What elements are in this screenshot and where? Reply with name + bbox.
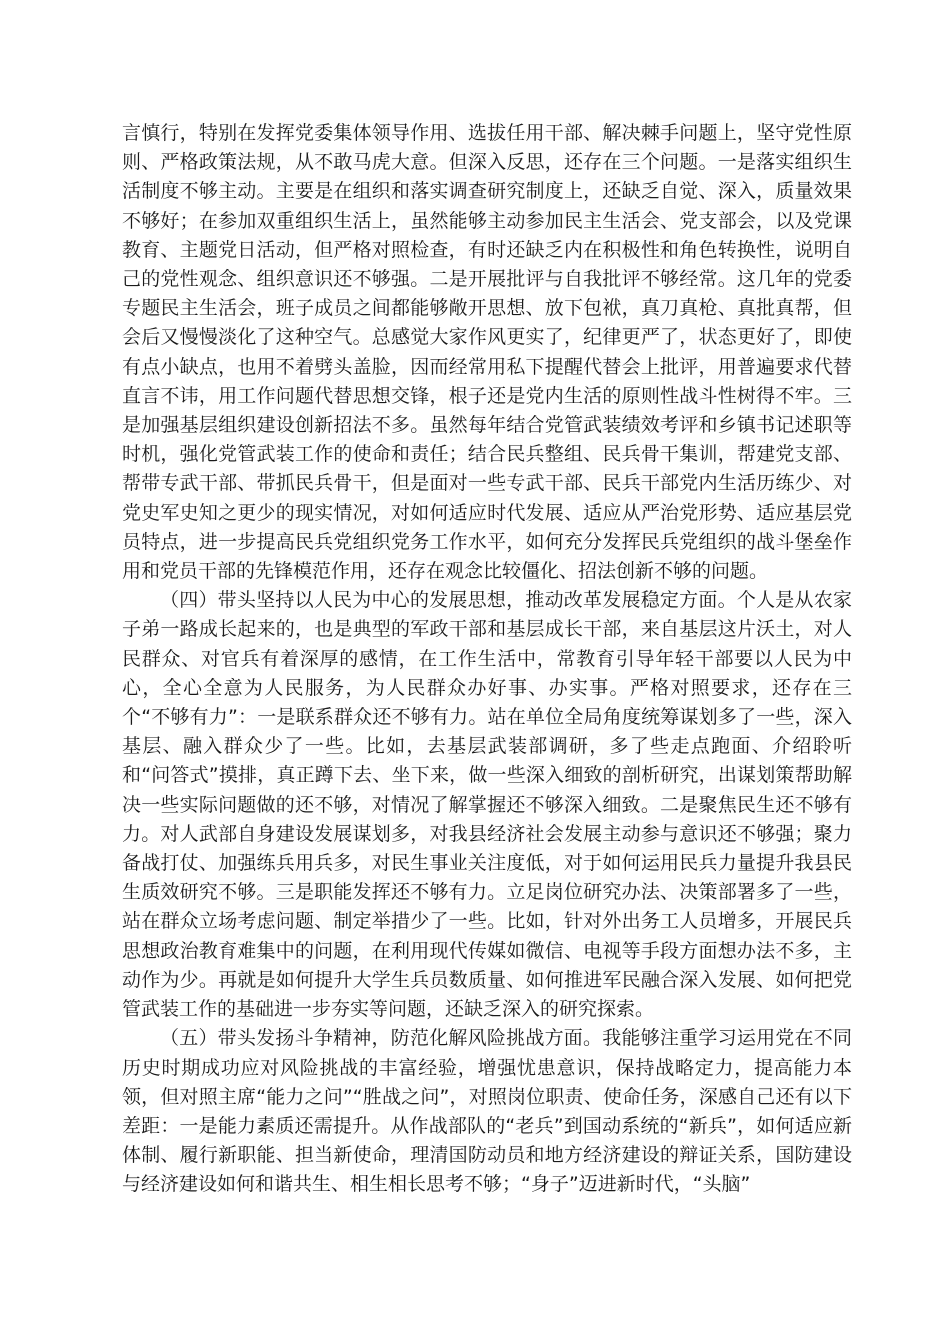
paragraph-section-four: （四）带头坚持以人民为中心的发展思想，推动改革发展稳定方面。个人是从农家子弟一路成长起来的，也是典型的军政干部和基层成长干部，来自基层这片沃土，对人民群众、对官兵有着深厚的感情，在工作生活中，常教育引导年轻干部要以人民为中心，全心全意为人民服务，为人民群众办好事、办实事。严格对照要求，还存在三个“不够有力”：一是联系群众还不够有力。站在单位全局角度统筹谋划多了一些，深入基层、融入群众少了一些。比如，去基层武装部调研，多了些走点跑面、介绍聆听和“问答式”摸排，真正蹲下去、坐下来，做一些深入细致的剖析研究，出谋划策帮助解决一些实际问题做的还不够，对情况了解掌握还不够深入细致。二是聚焦民生还不够有力。对人武部自身建设发展谋划多，对我县经济社会发展主动参与意识还不够强；聚力备战打仗、加强练兵用兵多，对民生事业关注度低，对于如何运用民兵力量提升我县民生质效研究不够。三是职能发挥还不够有力。立足岗位研究办法、决策部署多了一些，站在群众立场考虑问题、制定举措少了一些。比如，针对外出务工人员增多，开展民兵思想政治教育难集中的问题，在利用现代传媒如微信、电视等手段方面想办法不多，主动作为少。再就是如何提升大学生兵员数质量、如何推进军民融合深入发展、如何把党管武装工作的基础进一步夯实等问题，还缺乏深入的研究探索。 [122,589,852,1021]
document-body [122,119,852,1200]
paragraph-continuation: 言慎行，特别在发挥党委集体领导作用、选拔任用干部、解决棘手问题上，坚守党性原则、严格政策法规，从不敢马虎大意。但深入反思，还存在三个问题。一是落实组织生活制度不够主动。主要是在组织和落实调查研究制度上，还缺乏自觉、深入，质量效果不够好；在参加双重组织生活上，虽然能够主动参加民主生活会、党支部会，以及党课教育、主题党日活动，但严格对照检查，有时还缺乏内在积极性和角色转换性，说明自己的党性观念、组织意识还不够强。二是开展批评与自我批评不够经常。这几年的党委专题民主生活会，班子成员之间都能够敞开思想、放下包袱，真刀真枪、真批真帮，但会后又慢慢淡化了这种空气。总感觉大家作风更实了，纪律更严了，状态更好了，即使有点小缺点，也用不着劈头盖脸，因而经常用私下提醒代替会上批评，用普遍要求代替直言不讳，用工作问题代替思想交锋，根子还是党内生活的原则性战斗性树得不牢。三是加强基层组织建设创新招法不多。虽然每年结合党管武装绩效考评和乡镇书记述职等时机，强化党管武装工作的使命和责任；结合民兵整组、民兵骨干集训，帮建党支部、帮带专武干部、带抓民兵骨干，但是面对一些专武干部、民兵干部党内生活历练少、对党史军史知之更少的现实情况，对如何适应时代发展、适应从严治党形势、适应基层党员特点，进一步提高民兵党组织党务工作水平，如何充分发挥民兵党组织的战斗堡垒作用和党员干部的先锋模范作用，还存在观念比较僵化、招法创新不够的问题。 [122,122,852,583]
paragraph-section-five: （五）带头发扬斗争精神，防范化解风险挑战方面。我能够注重学习运用党在不同历史时期成功应对风险挑战的丰富经验，增强忧患意识，保持战略定力，提高能力本领，但对照主席“能力之问”“胜战之问”，对照岗位职责、使命任务，深感自己还有以下差距：一是能力素质还需提升。从作战部队的“老兵”到国动系统的“新兵”，如何适应新体制、履行新职能、担当新使命，理清国防动员和地方经济建设的辩证关系，国防建设与经济建设如何和谐共生、相生相长思考不够；“身子”迈进新时代，“头脑” [122,1027,852,1196]
